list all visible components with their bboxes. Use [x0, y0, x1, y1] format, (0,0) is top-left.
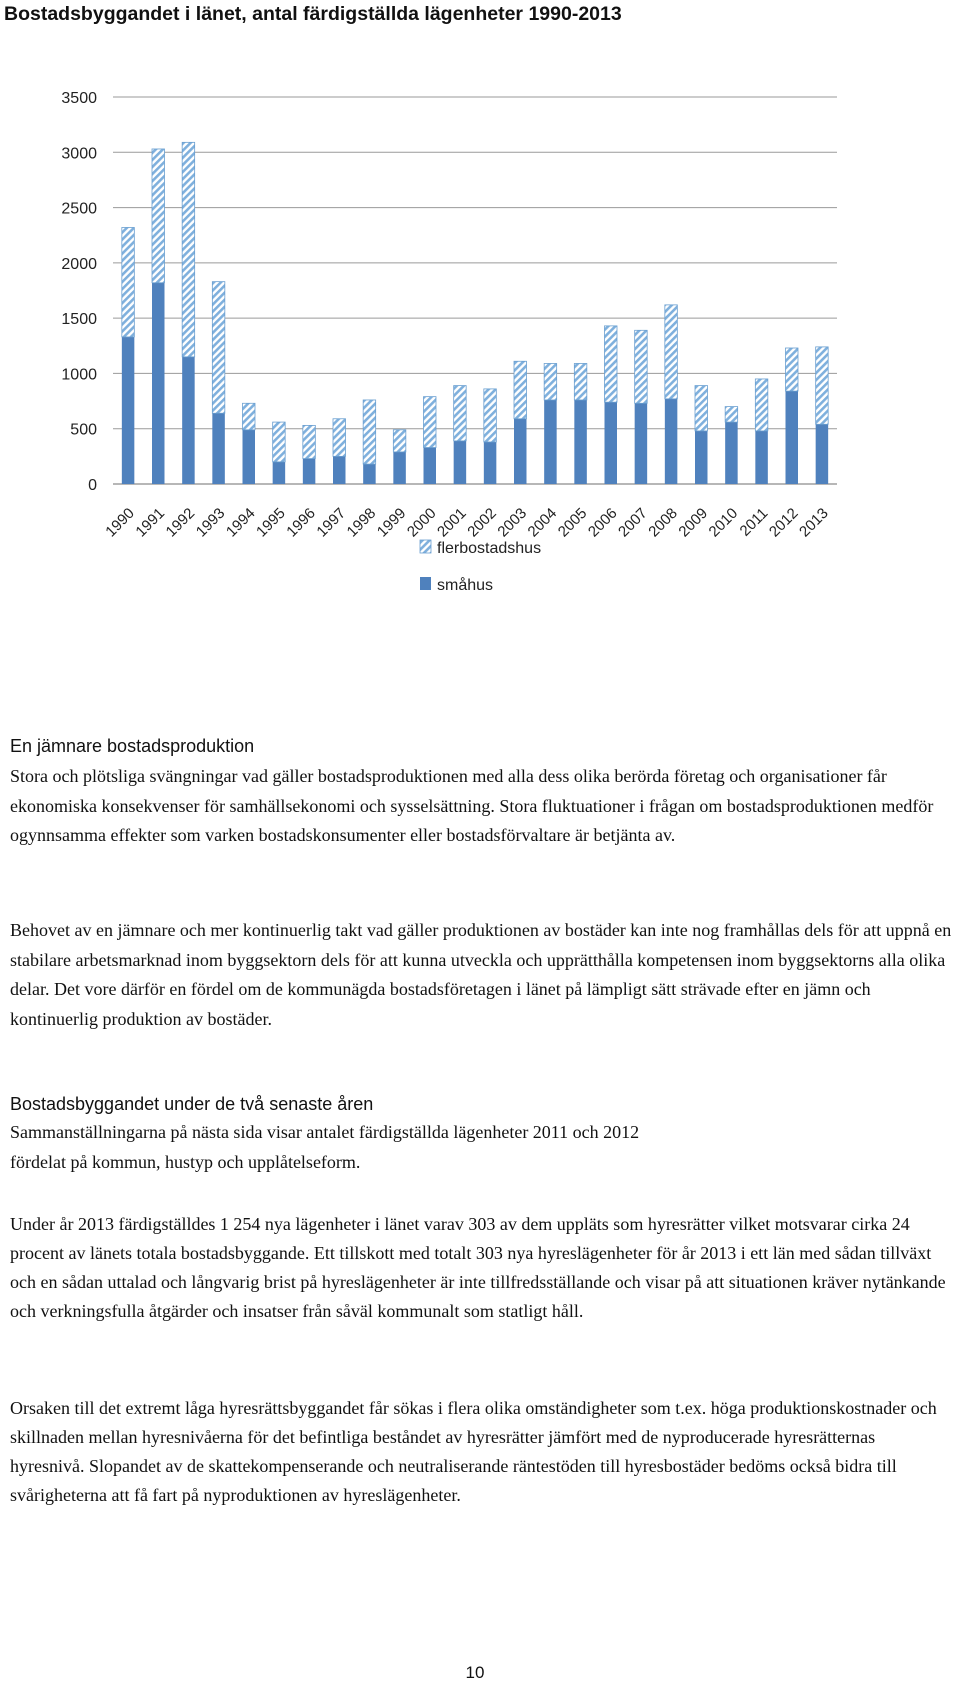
paragraph: fördelat på kommun, hustyp och upplåtelseform. — [10, 1152, 361, 1172]
x-tick-label: 2010 — [705, 504, 742, 541]
bar-flerbostadshus — [243, 403, 256, 430]
bar-smahus — [605, 402, 618, 484]
stacked-bar-chart — [0, 70, 960, 670]
paragraph: Under år 2013 färdigställdes 1 254 nya lägenheter i länet varav 303 av dem uppläts som hyresrätter vilket motsvarar cirka 24 procent av länets totala bostadsbyggande. Ett tillskott med totalt 303 nya hyreslägenheter för år 2013 i ett län med sådan tillväxt och en sådan uttalad och långvarig brist på hyreslägenheter är inte tillfredsställande och visar på att situationen kräver nytänkande och verkningsfulla åtgärder och insatser från såväl kommunalt som statligt håll. — [10, 1214, 946, 1321]
x-tick-label: 1991 — [132, 504, 169, 541]
bar-smahus — [454, 441, 467, 484]
y-tick-label: 0 — [88, 477, 97, 494]
bar-flerbostadshus — [574, 363, 587, 399]
x-tick-label: 2004 — [524, 504, 561, 541]
legend-label-smahus: småhus — [437, 577, 494, 594]
bar-flerbostadshus — [363, 400, 376, 464]
bar-flerbostadshus — [273, 422, 286, 462]
bar-flerbostadshus — [635, 330, 648, 403]
bar-smahus — [152, 283, 165, 484]
x-tick-label: 2009 — [675, 504, 712, 541]
paragraph: Sammanställningarna på nästa sida visar antalet färdigställda lägenheter 2011 och 2012 — [10, 1122, 640, 1142]
x-tick-label: 1996 — [283, 504, 319, 541]
bar-smahus — [695, 431, 708, 484]
x-tick-label: 1993 — [192, 504, 229, 541]
x-tick-label: 1995 — [253, 504, 289, 541]
bar-smahus — [665, 399, 678, 484]
legend-swatch-flerbostadshus — [420, 540, 431, 553]
section-heading: Bostadsbyggandet under de två senaste åren — [10, 1094, 374, 1114]
bar-flerbostadshus — [152, 149, 165, 283]
section-heading: En jämnare bostadsproduktion — [10, 736, 255, 756]
bar-smahus — [574, 400, 587, 484]
x-tick-label: 1990 — [102, 504, 138, 541]
bar-flerbostadshus — [212, 282, 225, 414]
y-tick-label: 1000 — [61, 366, 97, 384]
x-tick-label: 2008 — [645, 504, 681, 541]
bar-flerbostadshus — [665, 305, 678, 399]
x-tick-label: 2012 — [765, 504, 802, 541]
bar-smahus — [303, 459, 316, 484]
legend-swatch-smahus — [420, 577, 431, 590]
bar-smahus — [182, 357, 195, 484]
x-tick-label: 1999 — [373, 504, 410, 541]
y-tick-label: 3500 — [61, 90, 97, 107]
x-tick-label: 2003 — [494, 504, 531, 541]
x-tick-label: 1994 — [222, 504, 259, 541]
x-tick-label: 2013 — [796, 504, 832, 541]
bar-smahus — [514, 419, 527, 484]
bar-flerbostadshus — [816, 347, 829, 424]
y-tick-label: 1500 — [61, 311, 97, 329]
bar-smahus — [424, 448, 437, 484]
bar-smahus — [363, 464, 376, 484]
bar-flerbostadshus — [755, 379, 768, 431]
bar-flerbostadshus — [514, 361, 527, 418]
bar-flerbostadshus — [303, 425, 316, 458]
paragraph: Stora och plötsliga svängningar vad gäller bostadsproduktionen med alla dess olika berörda företag och organisationer får ekonomiska konsekvenser för samhällsekonomi och sysselsättning. Stora fluktuationer i frågan om bostadsproduktionen medför ogynnsamma effekter som varken bostadskonsumenter eller bostadsförvaltare är betjänta av. — [10, 766, 934, 845]
bar-smahus — [786, 391, 799, 484]
bar-smahus — [212, 413, 225, 484]
bar-flerbostadshus — [333, 419, 346, 457]
x-tick-label: 2006 — [584, 504, 621, 541]
bar-flerbostadshus — [454, 386, 467, 441]
bar-smahus — [755, 431, 768, 484]
x-tick-label: 1997 — [313, 504, 350, 541]
y-tick-label: 2000 — [61, 255, 97, 273]
bar-flerbostadshus — [786, 348, 799, 391]
bar-smahus — [243, 430, 256, 484]
bar-smahus — [725, 422, 738, 484]
bar-smahus — [273, 462, 286, 484]
bar-smahus — [635, 403, 648, 484]
bar-flerbostadshus — [725, 407, 738, 422]
legend-label-flerbostadshus: flerbostadshus — [437, 540, 542, 557]
x-tick-label: 2005 — [554, 504, 591, 541]
x-tick-label: 2007 — [615, 504, 651, 541]
x-tick-label: 1992 — [162, 504, 199, 541]
bar-flerbostadshus — [424, 397, 437, 448]
bar-smahus — [544, 400, 557, 484]
y-tick-label: 500 — [70, 421, 97, 439]
bar-flerbostadshus — [544, 363, 557, 399]
bar-flerbostadshus — [393, 430, 406, 452]
bar-flerbostadshus — [484, 389, 497, 442]
paragraph: Behovet av en jämnare och mer kontinuerlig takt vad gäller produktionen av bostäder kan inte nog framhållas dels för att uppnå en stabilare arbetsmarknad inom byggsektorn dels för att kunna utveckla och upprätthålla kompetensen inom byggsektorns alla olika delar. Det vore därför en fördel om de kommunägda bostadsföretagen i länet på lämpligt sätt strävade efter en jämn och kontinuerlig produktion av bostäder. — [10, 920, 952, 1029]
y-tick-label: 2500 — [61, 200, 97, 218]
chart-title: Bostadsbyggandet i länet, antal färdigställda lägenheter 1990-2013 — [4, 3, 622, 25]
bar-flerbostadshus — [182, 142, 195, 357]
x-tick-label: 2002 — [464, 504, 500, 541]
bar-smahus — [816, 424, 829, 484]
bar-smahus — [393, 452, 406, 484]
page-number: 10 — [465, 1663, 485, 1682]
x-tick-label: 2000 — [403, 504, 440, 541]
bar-flerbostadshus — [122, 227, 135, 336]
x-tick-label: 2011 — [736, 504, 772, 540]
bar-flerbostadshus — [605, 326, 618, 402]
paragraph: Orsaken till det extremt låga hyresrättsbyggandet får sökas i flera olika omständigheter som t.ex. höga produktionskostnader och skillnaden mellan hyresnivåerna för det befintliga beståndet av hyresrätter jämfört med de nyproducerade hyresrätternas hyresnivå. Slopandet av de skattekompenserande och neutraliserande räntestöden till hyresbostäder bedöms också bidra till svårigheterna att få fart på nyproduktionen av hyreslägenheter. — [10, 1398, 937, 1505]
bar-flerbostadshus — [695, 386, 708, 431]
x-tick-label: 2001 — [434, 504, 470, 541]
bar-smahus — [333, 456, 346, 484]
bar-smahus — [122, 337, 135, 484]
bar-smahus — [484, 442, 497, 484]
y-tick-label: 3000 — [61, 145, 97, 163]
x-tick-label: 1998 — [343, 504, 380, 541]
